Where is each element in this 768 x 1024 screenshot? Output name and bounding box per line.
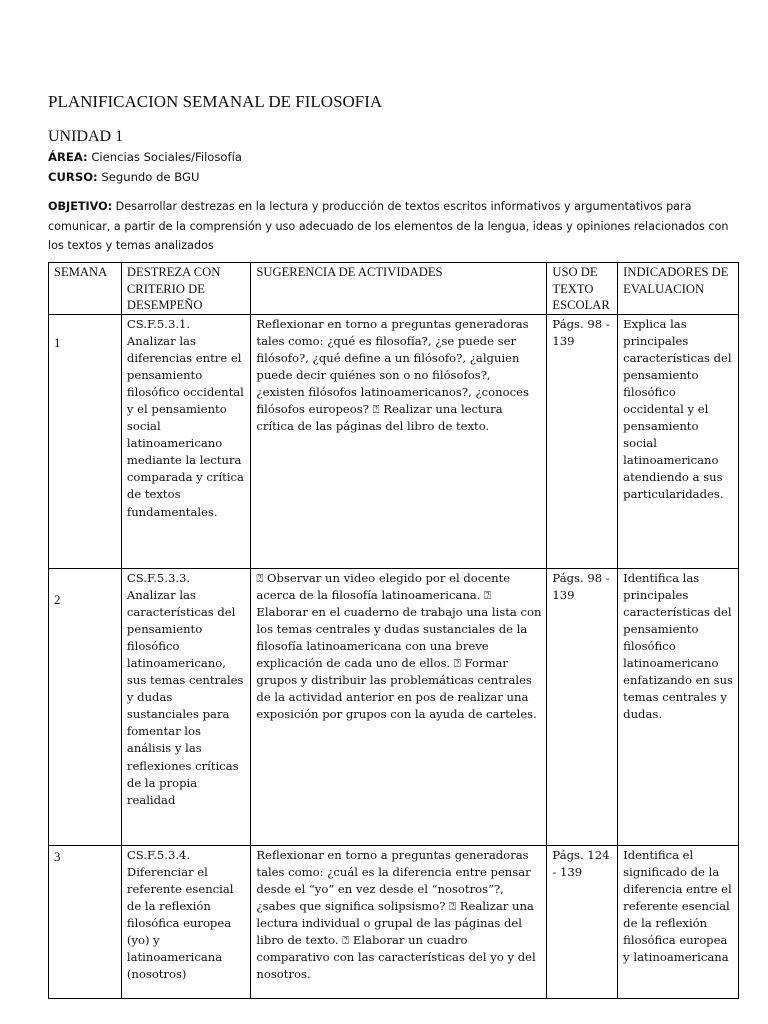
destreza-text: Analizar las diferencias entre el pensamiento filosófico occidental y el pensamiento social latinoamericano mediante la lectura comparada y crítica de textos fundamentales.: [126, 333, 244, 519]
area-label: ÁREA:: [48, 150, 88, 164]
destreza-text: Diferenciar el referente esencial de la reflexión filosófica europea (yo) y latinoamericana (nosotros): [126, 864, 234, 982]
textbook-pages: Págs. 98 - 139: [547, 568, 618, 845]
objective-paragraph: [48, 197, 738, 256]
textbook-pages: Págs. 124 - 139: [547, 845, 618, 998]
planning-table: [48, 262, 739, 999]
header-indicadores: INDICADORES DE EVALUACION: [618, 263, 739, 315]
destreza-cell: [121, 845, 251, 998]
header-semana: SEMANA: [49, 263, 122, 315]
objective-text: Desarrollar destrezas en la lectura y producción de textos escritos informativos y argumentativos para comunicar, a partir de la comprensión y uso adecuado de los elementos de la lengua, ideas y opiniones relacionados con los textos y temas analizados: [48, 200, 729, 252]
table-row: [49, 845, 739, 998]
course-value: Segundo de BGU: [97, 170, 200, 184]
activities-cell: ⍰ Observar un video elegido por el docente acerca de la filosofía latinoamericana. ⍰ Elaborar en el cuaderno de trabajo una lista con los temas centrales y dudas sustanciales de la filosofía latinoamericana con una breve explicación de cada uno de ellos. ⍰ Formar grupos y distribuir las problemáticas centrales de la actividad anterior en pos de realizar una exposición por grupos con la ayuda de carteles.: [251, 568, 547, 845]
area-line: [48, 150, 242, 164]
week-number: 1: [49, 314, 122, 568]
area-value: Ciencias Sociales/Filosofía: [87, 150, 242, 164]
activities-cell: Reflexionar en torno a preguntas generadoras tales como: ¿cuál es la diferencia entre pensar desde el “yo” en vez desde el “nosotros”?, ¿sabes que significa solipsismo? ⍰ Realizar una lectura individual o grupal de las páginas del libro de texto. ⍰ Elaborar un cuadro comparativo con las características del yo y del nosotros.: [251, 845, 547, 998]
week-number: 2: [49, 568, 122, 845]
week-number: 3: [49, 845, 122, 998]
objective-label: OBJETIVO:: [48, 200, 113, 213]
destreza-cell: [121, 314, 251, 568]
unit-heading: UNIDAD 1: [48, 128, 124, 145]
course-label: CURSO:: [48, 170, 98, 184]
destreza-code: CS.F.5.3.3.: [126, 570, 191, 585]
textbook-pages: Págs. 98 - 139: [547, 314, 618, 568]
destreza-cell: [121, 568, 251, 845]
activities-cell: Reflexionar en torno a preguntas generadoras tales como: ¿qué es filosofía?, ¿se puede ser filósofo?, ¿qué define a un filósofo?, ¿alguien puede decir quiénes son o no filósofos?, ¿existen filósofos latinoamericanos?, ¿conoces filósofos europeos? ⍰ Realizar una lectura crítica de las páginas del libro de texto.: [251, 314, 547, 568]
destreza-text: Analizar las características del pensamiento filosófico latinoamericano, sus temas centrales y dudas sustanciales para fomentar los análisis y las reflexiones críticas de la propia realidad: [126, 587, 244, 807]
destreza-code: CS.F.5.3.4.: [126, 847, 191, 862]
document-title: PLANIFICACION SEMANAL DE FILOSOFIA: [48, 92, 383, 111]
course-line: [48, 170, 199, 184]
table-row: [49, 568, 739, 845]
indicators-cell: Explica las principales características del pensamiento filosófico occidental y el pensamiento social latinoamericano atendiendo a sus particularidades.: [618, 314, 739, 568]
header-uso: USO DE TEXTO ESCOLAR: [547, 263, 618, 315]
header-destreza: DESTREZA CON CRITERIO DE DESEMPEÑO: [121, 263, 251, 315]
destreza-code: CS.F.5.3.1.: [126, 316, 191, 331]
indicators-cell: Identifica las principales características del pensamiento filosófico latinoamericano enfatizando en sus temas centrales y dudas.: [618, 568, 739, 845]
header-sugerencia: SUGERENCIA DE ACTIVIDADES: [251, 263, 547, 315]
table-row: [49, 314, 739, 568]
indicators-cell: Identifica el significado de la diferencia entre el referente esencial de la reflexión filosófica europea y latinoamericana: [618, 845, 739, 998]
table-header-row: [49, 263, 739, 315]
